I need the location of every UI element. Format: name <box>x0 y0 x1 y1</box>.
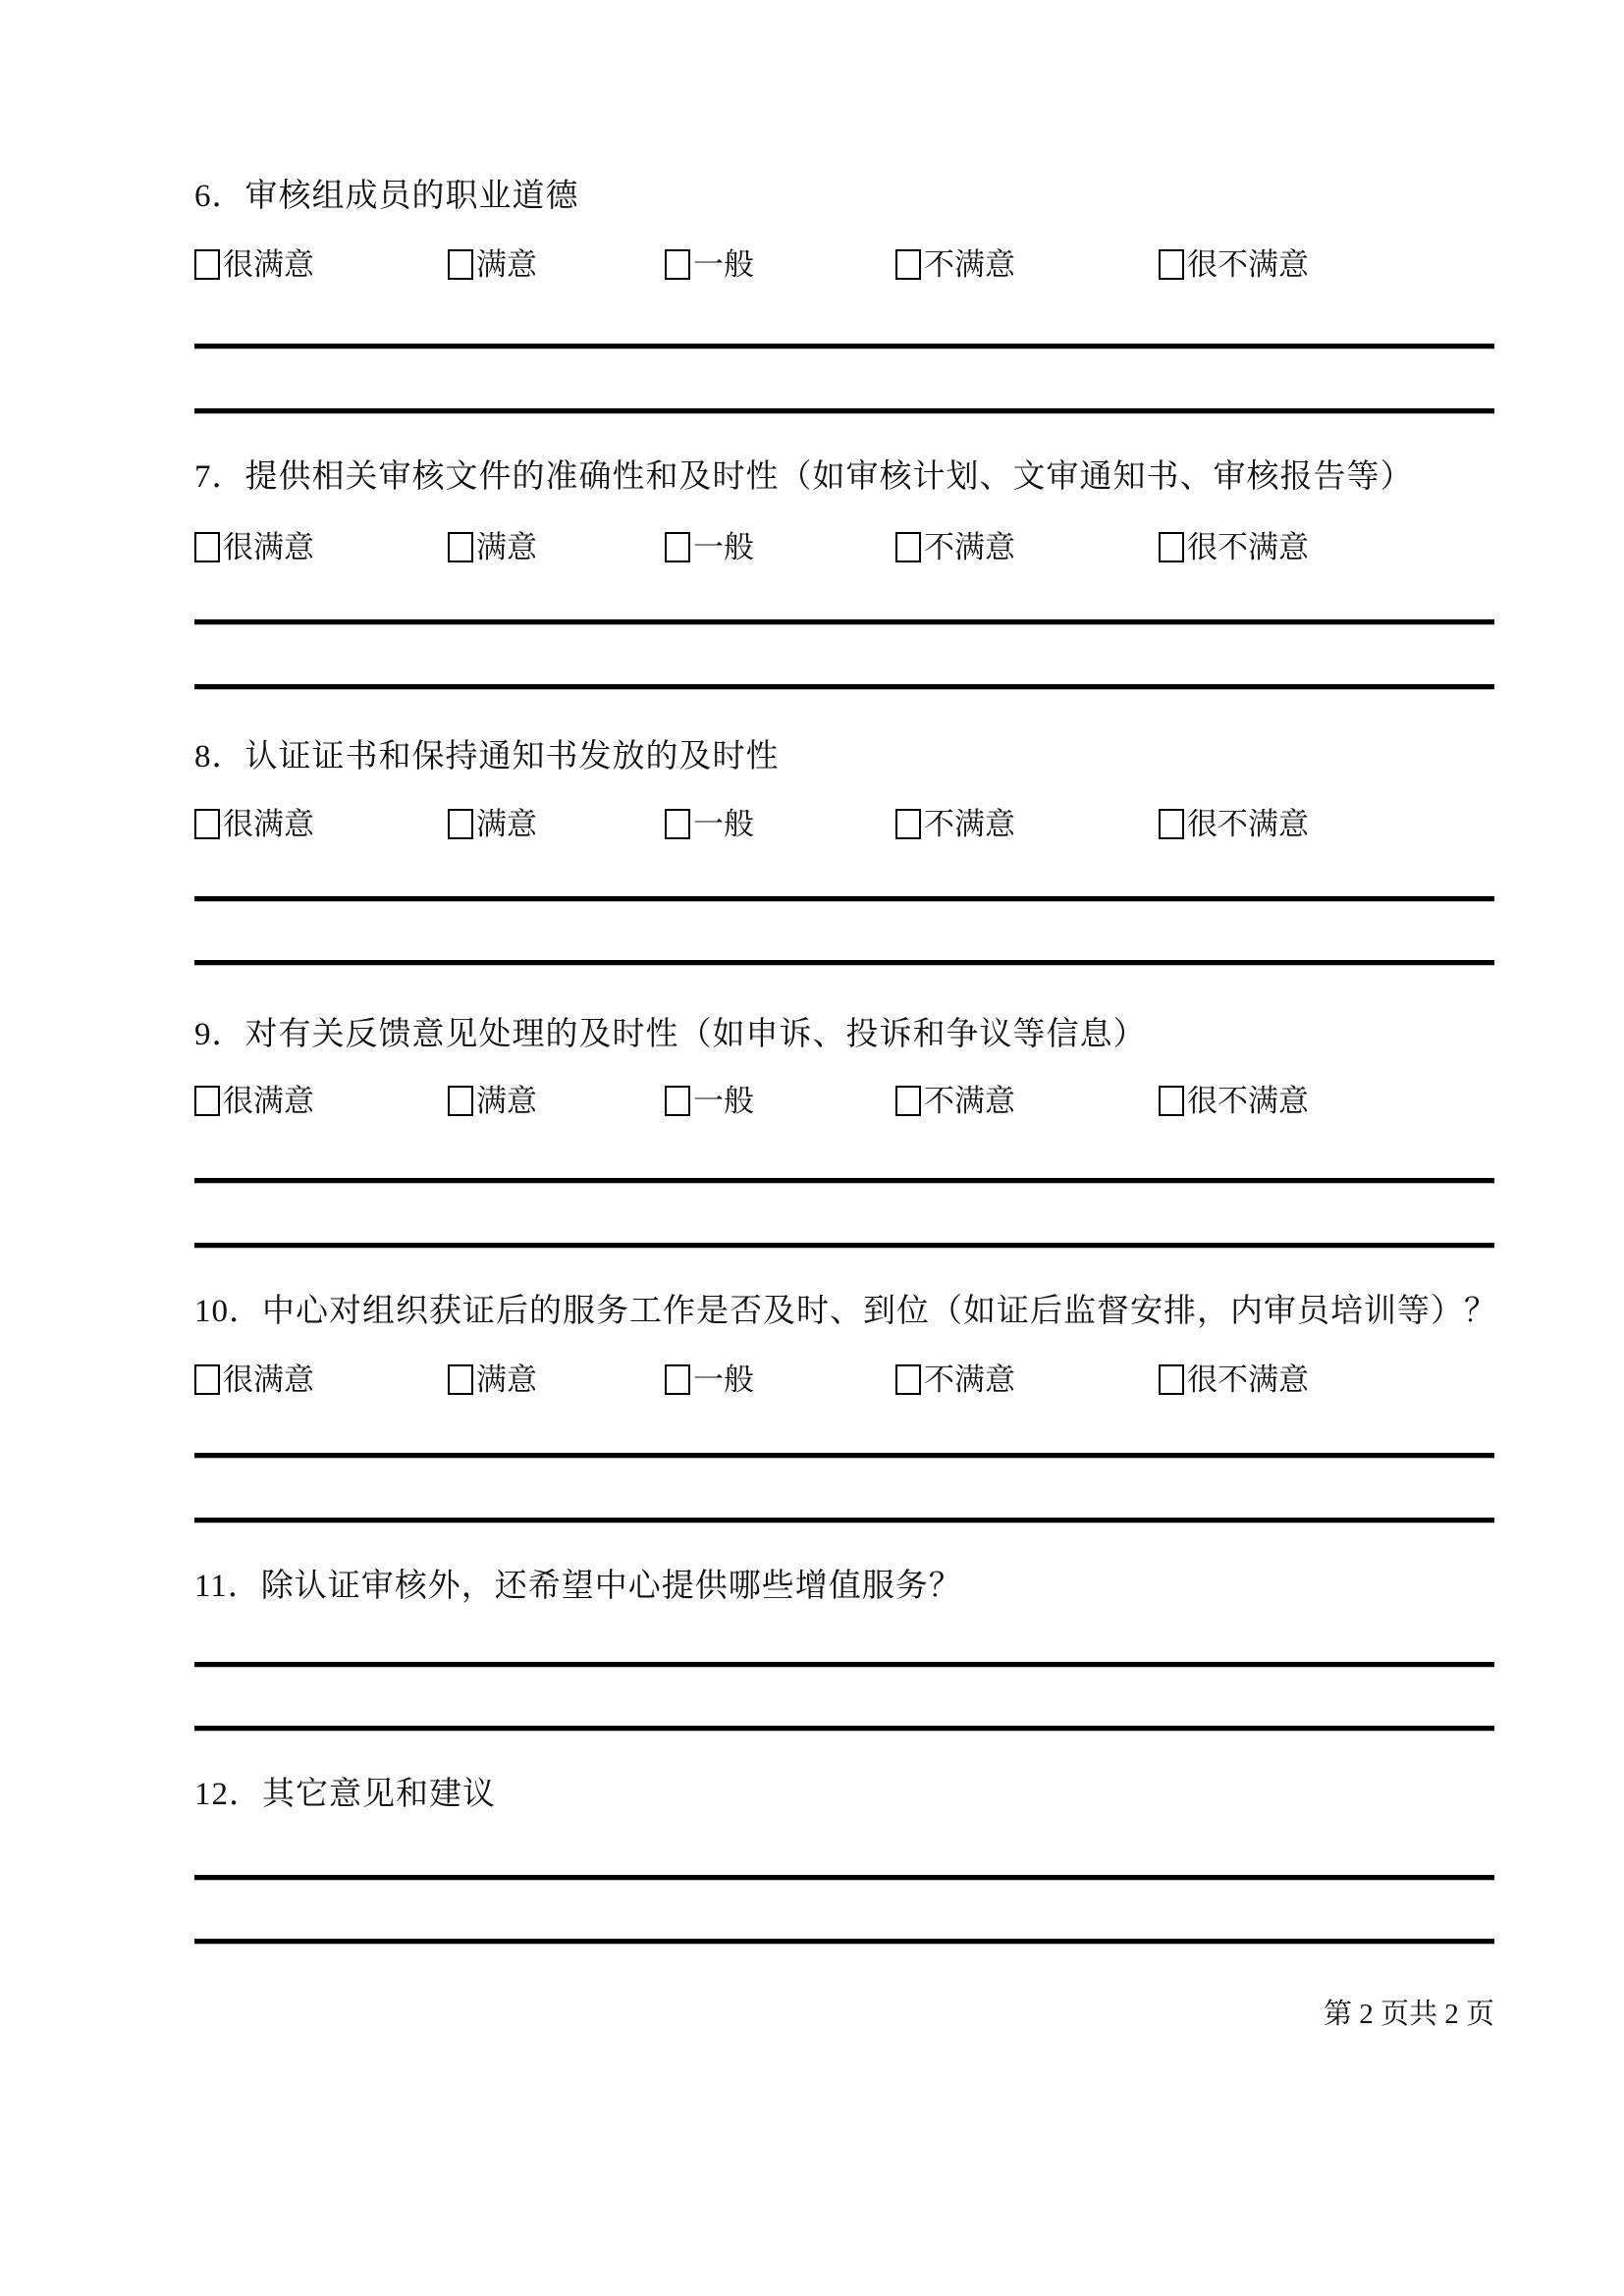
checkbox-icon[interactable] <box>194 249 220 280</box>
rating-option <box>895 1080 1015 1123</box>
option-label: 很不满意 <box>1187 530 1309 564</box>
option-label: 满意 <box>476 247 537 282</box>
rating-option <box>665 243 754 287</box>
checkbox-icon[interactable] <box>665 1364 690 1395</box>
answer-line[interactable] <box>194 1939 1494 1945</box>
rating-option <box>1159 1359 1309 1402</box>
rating-option <box>1159 1080 1309 1123</box>
rating-option <box>194 803 314 846</box>
rating-option <box>665 803 754 846</box>
answer-line[interactable] <box>194 1453 1494 1459</box>
question-8-options <box>194 803 1494 846</box>
option-label: 不满意 <box>924 1084 1015 1118</box>
rating-option <box>1159 526 1309 569</box>
answer-line[interactable] <box>194 1662 1494 1668</box>
option-label: 很满意 <box>223 247 314 282</box>
question-10-title: 10．中心对组织获证后的服务工作是否及时、到位（如证后监督安排，内审员培训等）？ <box>194 1294 1497 1329</box>
question-10-options <box>194 1359 1494 1402</box>
option-label: 不满意 <box>924 1362 1015 1397</box>
rating-option <box>895 526 1015 569</box>
rating-option <box>194 243 314 287</box>
rating-option <box>665 1359 754 1402</box>
question-12-title: 12．其它意见和建议 <box>194 1777 496 1812</box>
answer-line[interactable] <box>194 619 1494 625</box>
answer-line[interactable] <box>194 1875 1494 1881</box>
checkbox-icon[interactable] <box>895 1364 921 1395</box>
question-11-title: 11．除认证审核外，还希望中心提供哪些增值服务？ <box>194 1569 962 1604</box>
rating-option <box>665 1080 754 1123</box>
question-8-title: 8．认证证书和保持通知书发放的及时性 <box>194 739 780 774</box>
option-label: 不满意 <box>924 530 1015 564</box>
option-label: 很满意 <box>223 530 314 564</box>
checkbox-icon[interactable] <box>448 249 473 280</box>
rating-option <box>448 243 537 287</box>
checkbox-icon[interactable] <box>895 1086 921 1116</box>
answer-line[interactable] <box>194 960 1494 966</box>
checkbox-icon[interactable] <box>665 1086 690 1116</box>
answer-line[interactable] <box>194 1518 1494 1523</box>
rating-option <box>448 526 537 569</box>
rating-option <box>448 1080 537 1123</box>
rating-option <box>448 803 537 846</box>
checkbox-icon[interactable] <box>194 532 220 562</box>
checkbox-icon[interactable] <box>1159 1086 1184 1116</box>
option-label: 很满意 <box>223 1362 314 1397</box>
checkbox-icon[interactable] <box>1159 809 1184 839</box>
checkbox-icon[interactable] <box>448 1364 473 1395</box>
rating-option <box>895 1359 1015 1402</box>
checkbox-icon[interactable] <box>1159 532 1184 562</box>
checkbox-icon[interactable] <box>448 532 473 562</box>
answer-line[interactable] <box>194 344 1494 349</box>
rating-option <box>1159 243 1309 287</box>
checkbox-icon[interactable] <box>895 532 921 562</box>
option-label: 一般 <box>693 247 754 282</box>
option-label: 很不满意 <box>1187 247 1309 282</box>
rating-option <box>895 243 1015 287</box>
checkbox-icon[interactable] <box>665 532 690 562</box>
answer-line[interactable] <box>194 684 1494 690</box>
option-label: 满意 <box>476 807 537 841</box>
answer-line[interactable] <box>194 896 1494 902</box>
option-label: 不满意 <box>924 247 1015 282</box>
option-label: 满意 <box>476 530 537 564</box>
question-9-options <box>194 1080 1494 1123</box>
option-label: 一般 <box>693 807 754 841</box>
question-9-title: 9．对有关反馈意见处理的及时性（如申诉、投诉和争议等信息） <box>194 1017 1147 1052</box>
checkbox-icon[interactable] <box>194 1364 220 1395</box>
checkbox-icon[interactable] <box>895 249 921 280</box>
rating-option <box>665 526 754 569</box>
option-label: 很不满意 <box>1187 807 1309 841</box>
answer-line[interactable] <box>194 1178 1494 1184</box>
rating-option <box>194 526 314 569</box>
rating-option <box>194 1359 314 1402</box>
option-label: 不满意 <box>924 807 1015 841</box>
option-label: 很满意 <box>223 1084 314 1118</box>
checkbox-icon[interactable] <box>665 809 690 839</box>
rating-option <box>1159 803 1309 846</box>
checkbox-icon[interactable] <box>194 809 220 839</box>
question-6-options <box>194 243 1494 287</box>
question-7-options <box>194 526 1494 569</box>
question-6-title: 6．审核组成员的职业道德 <box>194 179 579 214</box>
option-label: 很不满意 <box>1187 1362 1309 1397</box>
checkbox-icon[interactable] <box>895 809 921 839</box>
option-label: 很满意 <box>223 807 314 841</box>
option-label: 很不满意 <box>1187 1084 1309 1118</box>
rating-option <box>895 803 1015 846</box>
option-label: 一般 <box>693 1084 754 1118</box>
checkbox-icon[interactable] <box>1159 249 1184 280</box>
rating-option <box>448 1359 537 1402</box>
question-7-title: 7．提供相关审核文件的准确性和及时性（如审核计划、文审通知书、审核报告等） <box>194 459 1414 495</box>
checkbox-icon[interactable] <box>448 1086 473 1116</box>
rating-option <box>194 1080 314 1123</box>
answer-line[interactable] <box>194 1243 1494 1249</box>
checkbox-icon[interactable] <box>448 809 473 839</box>
checkbox-icon[interactable] <box>665 249 690 280</box>
option-label: 一般 <box>693 1362 754 1397</box>
checkbox-icon[interactable] <box>1159 1364 1184 1395</box>
checkbox-icon[interactable] <box>194 1086 220 1116</box>
option-label: 满意 <box>476 1084 537 1118</box>
answer-line[interactable] <box>194 1726 1494 1732</box>
option-label: 一般 <box>693 530 754 564</box>
answer-line[interactable] <box>194 408 1494 414</box>
option-label: 满意 <box>476 1362 537 1397</box>
page-number: 第 2 页共 2 页 <box>1323 1999 1494 2030</box>
